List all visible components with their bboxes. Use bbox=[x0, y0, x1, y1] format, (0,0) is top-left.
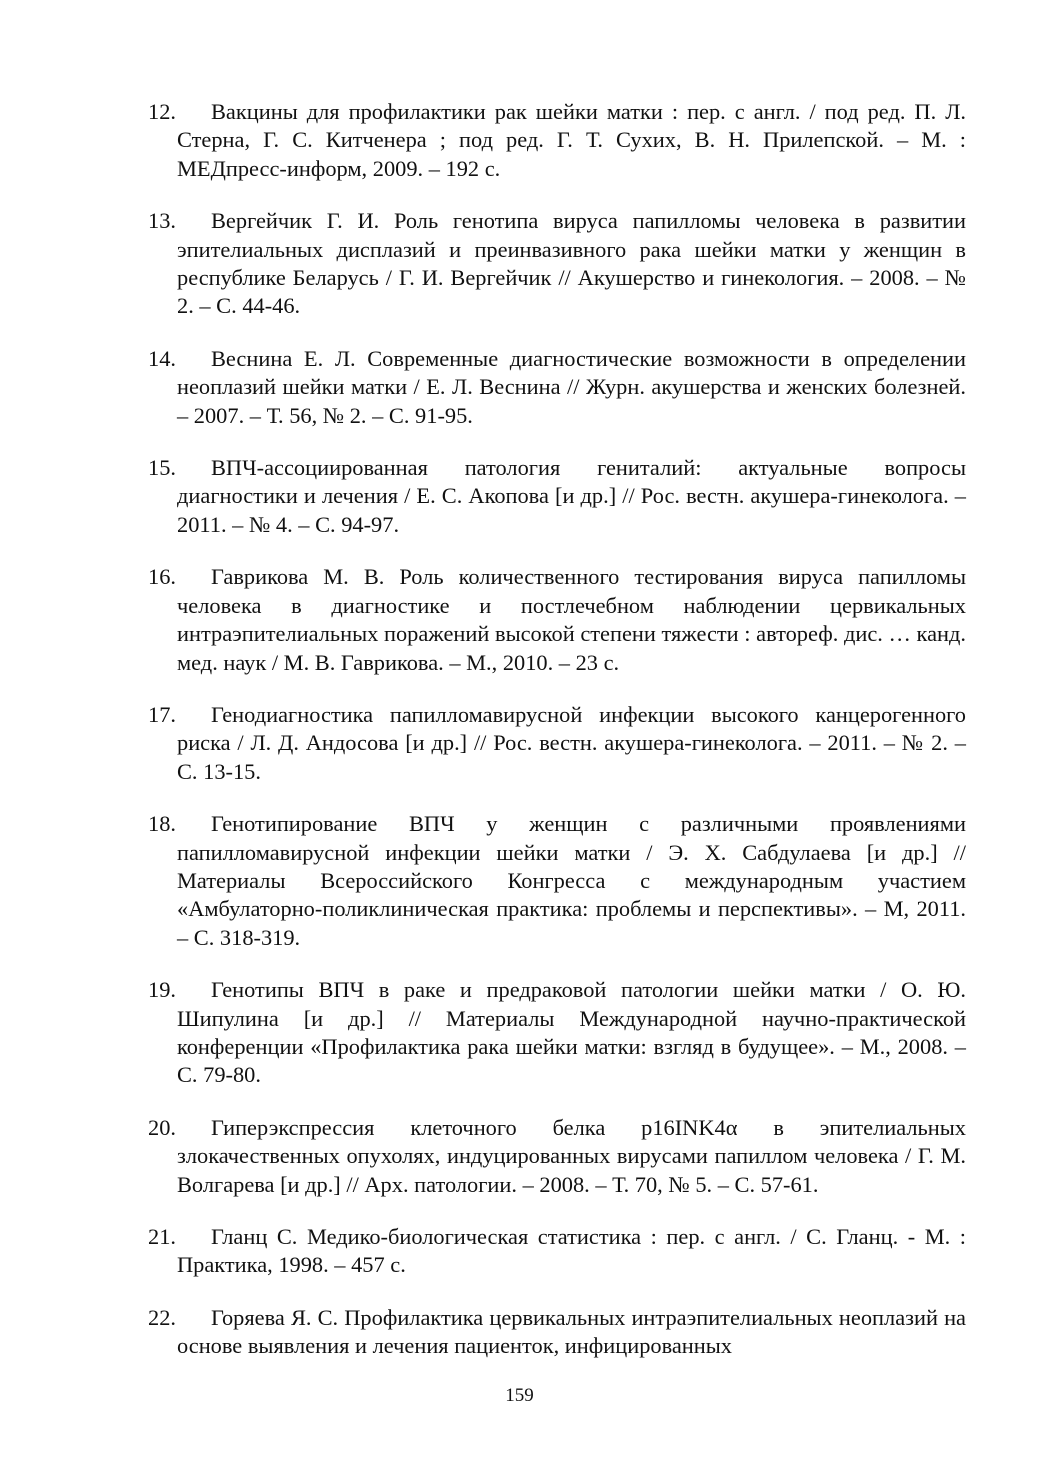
reference-text: Веснина Е. Л. Современные диагностические возможности в определении неоплазий шейки матки / Е. Л. Веснина // Журн. акушерства и женских болезней. – 2007. – Т. 56, № 2. – С. 91-95. bbox=[177, 345, 966, 428]
reference-number: 18. bbox=[148, 811, 176, 837]
reference-item bbox=[148, 810, 966, 952]
reference-text: Гланц С. Медико-биологическая статистика : пер. с англ. / С. Гланц. - М. : Практика, 1998. – 457 с. bbox=[177, 1224, 966, 1278]
reference-item bbox=[148, 701, 966, 786]
reference-text: ВПЧ-ассоциированная патология гениталий: актуальные вопросы диагностики и лечения / Е. С. Акопова [и др.] // Рос. вестн. акушера-гинеколога. – 2011. – № 4. – С. 94-97. bbox=[177, 455, 966, 537]
reference-text: Горяева Я. С. Профилактика цервикальных интраэпителиальных неоплазий на основе выявления и лечения пациенток, инфицированных bbox=[177, 1304, 966, 1359]
reference-number: 15. bbox=[148, 455, 176, 481]
reference-number: 22. bbox=[148, 1304, 176, 1330]
reference-text: Гаврикова М. В. Роль количественного тестирования вируса папилломы человека в диагностике и постлечебном наблюдении цервикальных интраэпителиальных поражений высокой степени тяжести : автореф. дис. … канд. мед. наук / М. В. Гаврикова. – М., 2010. – 23 с. bbox=[177, 564, 966, 675]
reference-text: Генотипы ВПЧ в раке и предраковой патологии шейки матки / О. Ю. Шипулина [и др.] // Материалы Международной научно-практической конференции «Профилактика рака шейки матки: взгляд в будущее». – М., 2008. – С. 79-80. bbox=[177, 977, 966, 1088]
reference-number: 13. bbox=[148, 208, 176, 234]
reference-text: Генодиагностика папилломавирусной инфекции высокого канцерогенного риска / Л. Д. Андосова [и др.] // Рос. вестн. акушера-гинеколога. – 2011. – № 2. – С. 13-15. bbox=[177, 701, 966, 784]
reference-number: 17. bbox=[148, 701, 176, 727]
reference-text: Вергейчик Г. И. Роль генотипа вируса папилломы человека в развитии эпителиальных дисплазий и преинвазивного рака шейки матки у женщин в республике Беларусь / Г. И. Вергейчик // Акушерство и гинекология. – 2008. – № 2. – С. 44-46. bbox=[177, 208, 966, 319]
reference-text: Вакцины для профилактики рак шейки матки : пер. с англ. / под ред. П. Л. Стерна, Г. С. Китченера ; под ред. Г. Т. Сухих, В. Н. Прилепской. – М. : МЕДпресс-информ, 2009. – 192 с. bbox=[177, 99, 966, 181]
reference-item bbox=[148, 207, 966, 321]
reference-list bbox=[148, 98, 966, 1385]
reference-number: 12. bbox=[148, 99, 176, 124]
reference-item bbox=[148, 98, 966, 183]
reference-item bbox=[148, 976, 966, 1090]
reference-number: 20. bbox=[148, 1114, 176, 1140]
reference-number: 16. bbox=[148, 564, 176, 590]
reference-text: Гиперэкспрессия клеточного белка p16INK4α в эпителиальных злокачественных опухолях, индуцированных вирусами папиллом человека / Г. М. Волгарева [и др.] // Арх. патологии. – 2008. – Т. 70, № 5. – С. 57-61. bbox=[177, 1114, 966, 1197]
reference-item bbox=[148, 1114, 966, 1199]
reference-item bbox=[148, 1223, 966, 1280]
reference-item bbox=[148, 454, 966, 539]
reference-text: Генотипирование ВПЧ у женщин с различными проявлениями папилломавирусной инфекции шейки матки / Э. Х. Сабдулаева [и др.] // Материалы Всероссийского Конгресса с международным участием «Амбулаторно-поликлиническая практика: проблемы и перспективы». – М, 2011. – С. 318-319. bbox=[177, 811, 966, 950]
reference-item bbox=[148, 1304, 966, 1361]
reference-item bbox=[148, 563, 966, 677]
reference-item bbox=[148, 345, 966, 430]
reference-number: 21. bbox=[148, 1224, 176, 1249]
reference-number: 19. bbox=[148, 977, 176, 1003]
reference-number: 14. bbox=[148, 345, 176, 371]
page-number: 159 bbox=[505, 1385, 534, 1406]
